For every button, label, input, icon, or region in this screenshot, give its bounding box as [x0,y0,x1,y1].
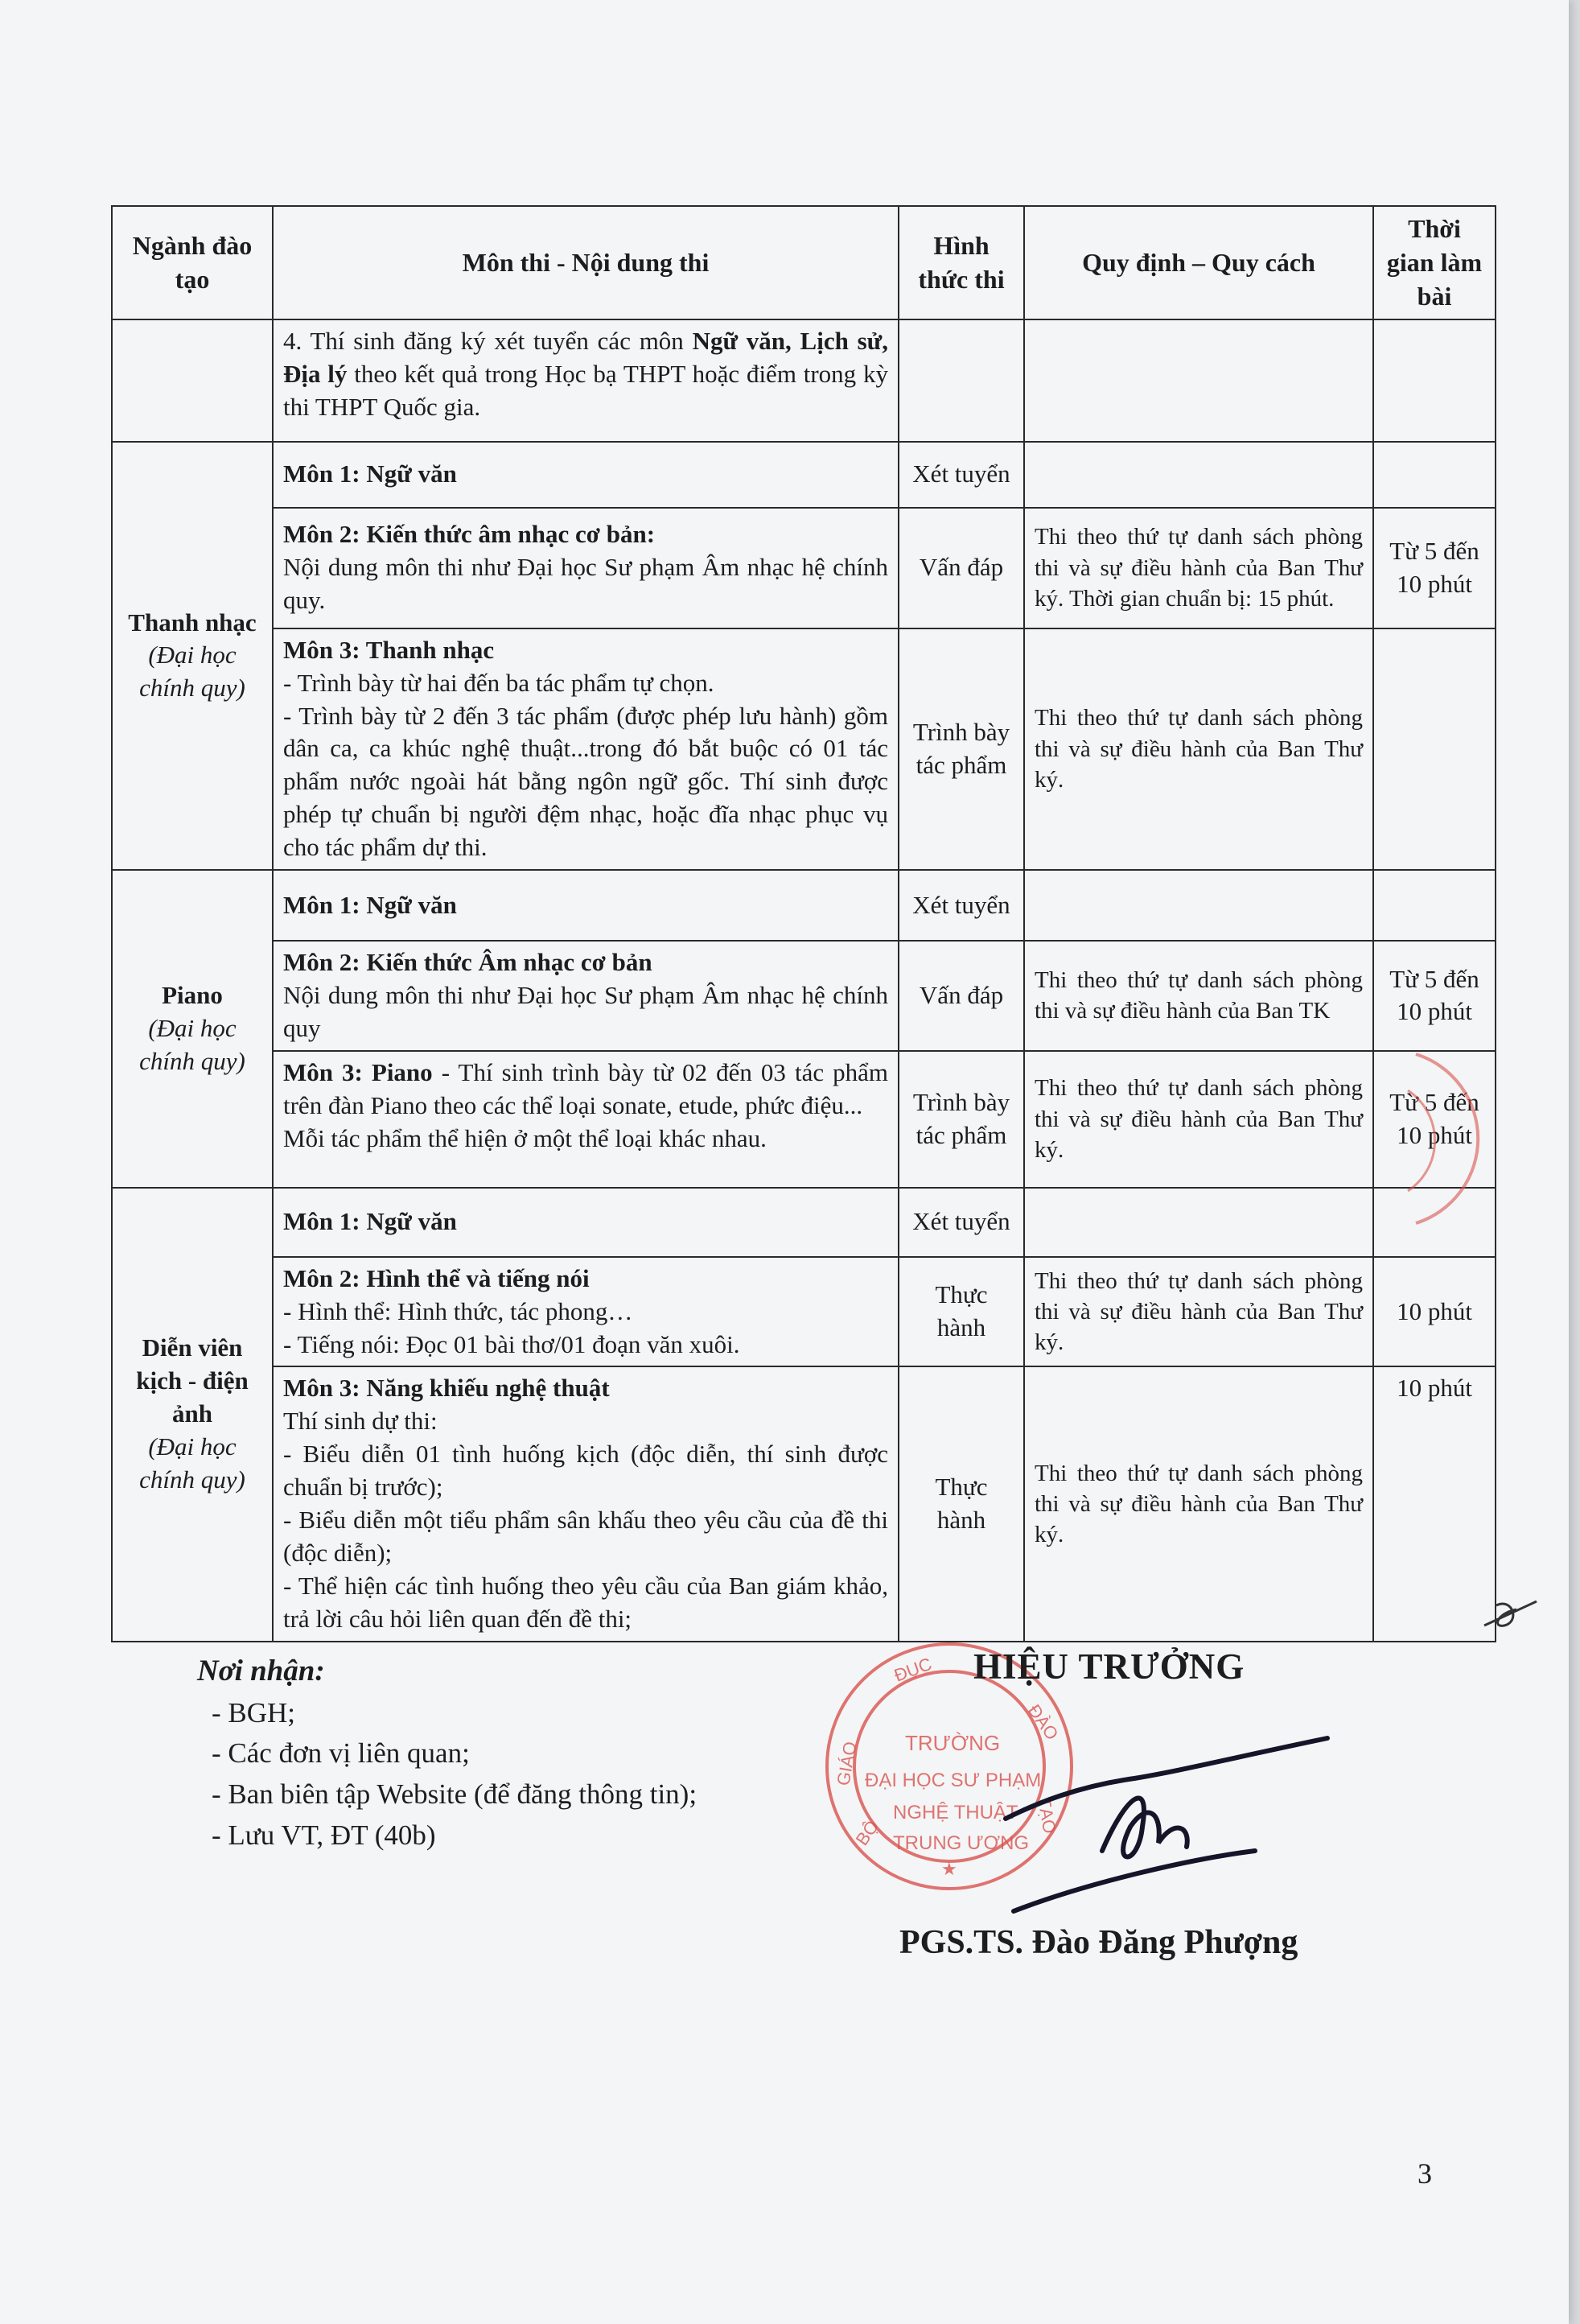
form-cell: Thực hành [899,1366,1024,1641]
rule-cell: Thi theo thứ tự danh sách phòng thi và sự điều hành của Ban Thư ký. [1024,628,1373,870]
major-cell [112,442,273,870]
subject-line: Mỗi tác phẩm thể hiện ở một thể loại khác nhau. [283,1123,767,1152]
recipient-item: - Các đơn vị liên quan; [212,1737,470,1770]
svg-text:★: ★ [941,1859,957,1879]
header-time: Thời gian làm bài [1373,206,1496,319]
major-note: (Đại học chính quy) [139,1432,245,1494]
rule-cell [1024,870,1373,941]
svg-text:TẠO: TẠO [1034,1795,1060,1836]
subject-line: Nội dung môn thi như Đại học Sư phạm Âm nhạc hệ chính quy [283,980,888,1042]
header-rule: Quy định – Quy cách [1024,206,1373,319]
time-cell: 10 phút [1373,1366,1496,1641]
subject-line: Nội dung môn thi như Đại học Sư phạm Âm nhạc hệ chính quy. [283,553,888,615]
table-row [112,1188,1496,1257]
signature [990,1730,1352,1915]
time-cell [1373,628,1496,870]
page-number: 3 [1417,2157,1432,2190]
subject-cell [273,1366,899,1641]
table-row [112,319,1496,442]
table-row [112,628,1496,870]
svg-text:ĐỤC: ĐỤC [891,1653,935,1686]
subject-title: Môn 3: Năng khiếu nghệ thuật [283,1374,610,1403]
subject-line: - Trình bày từ hai đến ba tác phẩm tự chọn. [283,668,714,697]
time-cell: Từ 5 đến 10 phút [1373,1051,1496,1188]
table-row [112,941,1496,1051]
time-cell [1373,442,1496,508]
rule-cell [1024,1188,1373,1257]
signer-name: PGS.TS. Đào Đăng Phượng [899,1924,1298,1961]
recipient-item: - Lưu VT, ĐT (40b) [212,1819,436,1851]
subject-inline: - Thí sinh trình bày từ 02 đến 03 tác phẩm trên đàn Piano theo các thể loại sonate, etude, phức điệu... [283,1057,888,1119]
subject-title: Môn 1: Ngữ văn [283,890,457,919]
table-row [112,870,1496,941]
svg-text:ĐÀO: ĐÀO [1023,1700,1063,1744]
intro-cell: 4. Thí sinh đăng ký xét tuyển các môn Ngữ văn, Lịch sử, Địa lý theo kết quả trong Học bạ THPT hoặc điểm trong kỳ thi THPT Quốc gia. [273,319,899,442]
subject-cell [273,1188,899,1257]
time-cell: 10 phút [1373,1257,1496,1367]
subject-line: Thí sinh dự thi: [283,1407,438,1436]
major-cell [112,1188,273,1642]
subject-title: Môn 2: Kiến thức âm nhạc cơ bản: [283,520,656,549]
subject-line: - Tiếng nói: Đọc 01 bài thơ/01 đoạn văn xuôi. [283,1329,740,1358]
subject-line: - Hình thể: Hình thức, tác phong… [283,1296,633,1325]
subject-cell [273,1257,899,1367]
header-form: Hình thức thi [899,206,1024,319]
subject-title: Môn 2: Hình thể và tiếng nói [283,1263,590,1292]
subject-cell [273,1051,899,1188]
subject-line: - Biểu diễn 01 tình huống kịch (độc diễn, thí sinh được chuẩn bị trước); [283,1440,888,1502]
subject-title: Môn 3: Thanh nhạc [283,635,495,664]
svg-text:NGHỆ THUẬT: NGHỆ THUẬT [893,1802,1018,1823]
major-note: (Đại học chính quy) [139,641,245,703]
major-name: Piano [162,981,223,1010]
form-cell: Trình bày tác phẩm [899,1051,1024,1188]
form-cell: Xét tuyển [899,442,1024,508]
rule-cell: Thi theo thứ tự danh sách phòng thi và sự điều hành của Ban Thư ký. [1024,1257,1373,1367]
subject-title: Môn 2: Kiến thức Âm nhạc cơ bản [283,948,652,977]
table-row [112,508,1496,628]
major-cell [112,870,273,1188]
rule-cell: Thi theo thứ tự danh sách phòng thi và sự điều hành của Ban Thư ký. [1024,1366,1373,1641]
rule-cell: Thi theo thứ tự danh sách phòng thi và sự điều hành của Ban TK [1024,941,1373,1051]
table-row [112,442,1496,508]
header-subject: Môn thi - Nội dung thi [273,206,899,319]
subject-title: Môn 1: Ngữ văn [283,1207,457,1236]
rule-cell [1024,442,1373,508]
form-cell: Xét tuyển [899,1188,1024,1257]
subject-cell [273,628,899,870]
major-note: (Đại học chính quy) [139,1013,245,1075]
major-name: Diễn viên kịch - điện ảnh [136,1333,249,1428]
recipients-block [197,1650,697,1856]
subject-title: Môn 3: Piano [283,1057,433,1086]
subject-cell [273,442,899,508]
time-cell [1373,870,1496,941]
table-row [112,1051,1496,1188]
svg-text:TRUNG ƯƠNG: TRUNG ƯƠNG [893,1832,1030,1854]
recipient-item: - Ban biên tập Website (để đăng thông tin); [212,1778,697,1811]
svg-text:BỘ: BỘ [851,1816,883,1849]
svg-text:TRƯỜNG: TRƯỜNG [905,1731,1001,1755]
partial-stamp [1400,1046,1520,1231]
form-cell: Vấn đáp [899,508,1024,628]
form-cell: Thực hành [899,1257,1024,1367]
table-row [112,1366,1496,1641]
form-cell: Vấn đáp [899,941,1024,1051]
exam-table [111,205,1496,1642]
subject-line: - Thể hiện các tình huống theo yêu cầu của Ban giám khảo, trả lời câu hỏi liên quan đến đề thi; [283,1571,888,1633]
initial-mark [1480,1589,1545,1638]
subject-cell [273,508,899,628]
recipients-title: Nơi nhận: [197,1654,325,1687]
recipient-item: - BGH; [212,1696,296,1729]
table-row [112,1257,1496,1367]
subject-line: - Biểu diễn một tiểu phẩm sân khấu theo yêu cầu của đề thi (độc diễn); [283,1506,888,1568]
svg-text:GIÁO: GIÁO [833,1740,861,1787]
subject-cell [273,870,899,941]
time-cell: Từ 5 đến 10 phút [1373,941,1496,1051]
subject-line: - Trình bày từ 2 đến 3 tác phẩm (được phép lưu hành) gồm dân ca, ca khúc nghệ thuật...trong đó bắt buộc có 01 tác phẩm nước ngoài hát bằng ngôn ngữ gốc. Thí sinh được phép tự chuẩn bị người đệm nhạc, hoặc đĩa nhạc phục vụ cho tác phẩm dự thi. [283,701,888,862]
time-cell: Từ 5 đến 10 phút [1373,508,1496,628]
svg-text:ĐẠI HỌC SƯ PHẠM: ĐẠI HỌC SƯ PHẠM [865,1770,1042,1791]
signer-title: HIỆU TRƯỞNG [973,1646,1245,1687]
header-major: Ngành đào tạo [112,206,273,319]
major-name: Thanh nhạc [128,608,257,637]
subject-title: Môn 1: Ngữ văn [283,459,457,488]
rule-cell: Thi theo thứ tự danh sách phòng thi và sự điều hành của Ban Thư ký. [1024,1051,1373,1188]
form-cell: Xét tuyển [899,870,1024,941]
subject-cell [273,941,899,1051]
form-cell: Trình bày tác phẩm [899,628,1024,870]
rule-cell: Thi theo thứ tự danh sách phòng thi và sự điều hành của Ban Thư ký. Thời gian chuẩn bị: 15 phút. [1024,508,1373,628]
